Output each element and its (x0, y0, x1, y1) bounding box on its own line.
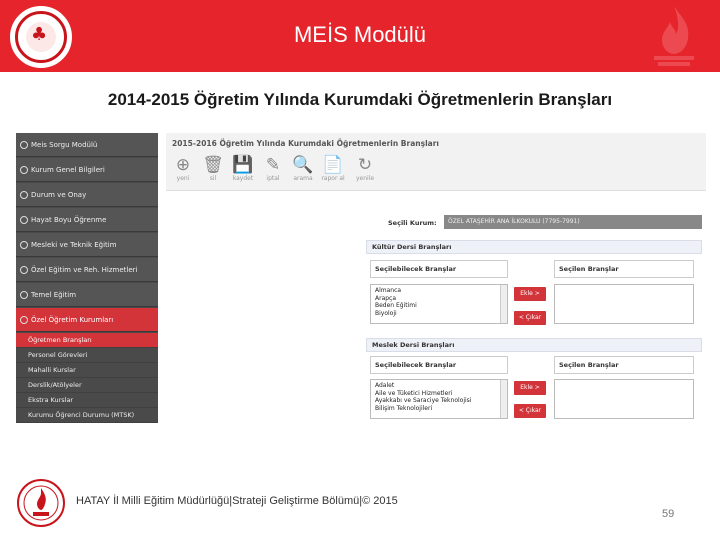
meslek-remove-button[interactable]: < Çıkar (514, 404, 546, 418)
list-item[interactable]: Biyoloji (375, 309, 397, 317)
footer-logo (16, 478, 66, 528)
toolbar (166, 133, 706, 191)
sidebar-item-mesleki[interactable]: Mesleki ve Teknik Eğitim (16, 233, 158, 257)
kultur-add-button[interactable]: Ekle > (514, 287, 546, 301)
cancel-button[interactable]: ✎ iptal (260, 155, 286, 182)
save-button[interactable]: 💾 kaydet (230, 155, 256, 182)
sidebar-item-sorgu[interactable]: Meis Sorgu Modülü (16, 133, 158, 157)
scrollbar[interactable] (500, 285, 507, 323)
trash-icon: 🗑 (202, 155, 224, 175)
sidebar-item-ozel-ogretim[interactable]: Özel Öğretim Kurumları (16, 308, 158, 332)
refresh-icon: ↻ (357, 155, 373, 175)
edit-icon: ✎ (265, 155, 281, 175)
search-button[interactable]: 🔍 arama (290, 155, 316, 182)
list-item[interactable]: Ayakkabı ve Saraciye Teknolojisi (375, 397, 472, 404)
kultur-available-header: Seçilebilecek Branşlar (370, 260, 508, 278)
flame-icon (644, 4, 704, 68)
meslek-add-button[interactable]: Ekle > (514, 381, 546, 395)
sidebar (16, 133, 158, 423)
sidebar-item-temel[interactable]: Temel Eğitim (16, 283, 158, 307)
sidebar-item-ozel-egitim[interactable]: Özel Eğitim ve Reh. Hizmetleri (16, 258, 158, 282)
list-item[interactable]: Beden Eğitimi (375, 302, 417, 309)
plus-icon: ⊕ (175, 155, 191, 175)
sidebar-item-hayat[interactable]: Hayat Boyu Öğrenme (16, 208, 158, 232)
institution-label: Seçili Kurum: (388, 219, 437, 227)
kultur-remove-button[interactable]: < Çıkar (514, 311, 546, 325)
slide-subtitle: 2014-2015 Öğretim Yılında Kurumdaki Öğretmenlerin Branşları (107, 90, 613, 109)
circle-icon (20, 316, 28, 324)
page-number: 59 (662, 508, 675, 520)
meslek-selected-header: Seçilen Branşlar (554, 356, 694, 374)
kultur-selected-list[interactable] (554, 284, 694, 324)
kultur-available-list[interactable] (370, 284, 508, 324)
torch-icon: ♣ (31, 24, 48, 45)
sidebar-item-kurum[interactable]: Kurum Genel Bilgileri (16, 158, 158, 182)
list-item[interactable]: Aile ve Tüketici Hizmetleri (375, 389, 453, 397)
scrollbar[interactable] (500, 380, 507, 418)
circle-icon (20, 241, 28, 249)
submenu-derslik[interactable]: Derslik/Atölyeler (16, 378, 158, 393)
circle-icon (20, 266, 28, 274)
circle-icon (20, 166, 28, 174)
delete-button[interactable]: 🗑 sil (200, 155, 226, 182)
list-item[interactable]: Adalet (375, 382, 395, 389)
meslek-available-header: Seçilebilecek Branşlar (370, 356, 508, 374)
main-content (166, 133, 706, 423)
list-item[interactable]: Bilişim Teknolojileri (375, 404, 433, 412)
toolbar-title: 2015-2016 Öğretim Yılında Kurumdaki Öğretmenlerin Branşları (172, 139, 439, 148)
submenu-mahalli[interactable]: Mahalli Kurslar (16, 363, 158, 378)
submenu-personel[interactable]: Personel Görevleri (16, 348, 158, 363)
refresh-button[interactable]: ↻ yenile (352, 155, 378, 182)
institution-select[interactable]: ÖZEL ATAŞEHİR ANA İLKOKULU (7795-7991) (444, 215, 702, 229)
screenshot-area (16, 133, 706, 423)
meslek-heading: Meslek Dersi Branşları (366, 338, 702, 352)
footer-text: HATAY İl Milli Eğitim Müdürlüğü|Strateji Geliştirme Bölümü|© 2015 (76, 495, 398, 507)
submenu-ogrenci-durumu[interactable]: Kurumu Öğrenci Durumu (MTSK) (16, 408, 158, 423)
circle-icon (20, 291, 28, 299)
new-button[interactable]: ⊕ yeni (170, 155, 196, 182)
submenu-ekstra[interactable]: Ekstra Kurslar (16, 393, 158, 408)
list-item[interactable]: Almanca (375, 287, 402, 294)
submenu-ogretmen-branslari[interactable]: Öğretmen Branşları (16, 333, 158, 348)
page-title: MEİS Modülü (293, 22, 427, 47)
report-icon: 📄 (322, 155, 344, 175)
meslek-available-list[interactable] (370, 379, 508, 419)
search-icon: 🔍 (292, 155, 314, 175)
meslek-selected-list[interactable] (554, 379, 694, 419)
circle-icon (20, 216, 28, 224)
kultur-selected-header: Seçilen Branşlar (554, 260, 694, 278)
kultur-heading: Kültür Dersi Branşları (366, 240, 702, 254)
save-icon: 💾 (232, 155, 254, 175)
header-banner (0, 0, 720, 72)
circle-icon (20, 141, 28, 149)
list-item[interactable]: Arapça (375, 294, 397, 302)
report-button[interactable]: 📄 rapor al (321, 155, 345, 182)
circle-icon (20, 191, 28, 199)
sidebar-item-durum[interactable]: Durum ve Onay (16, 183, 158, 207)
